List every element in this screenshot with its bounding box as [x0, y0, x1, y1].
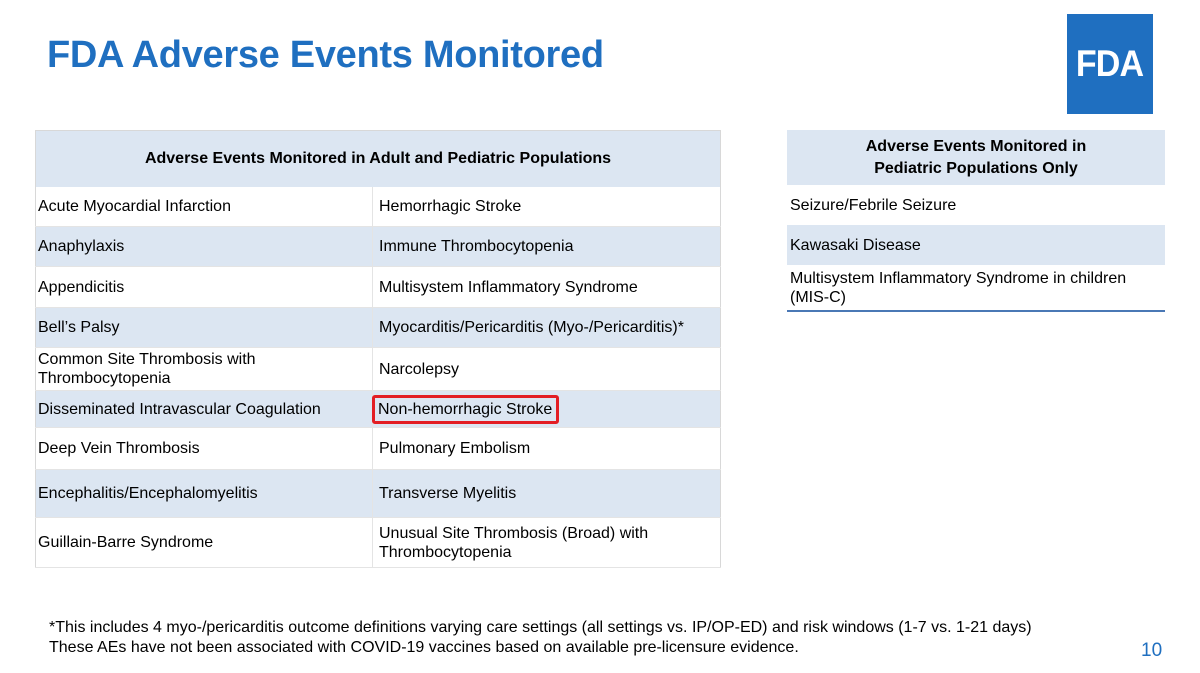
table-cell: Bell’s Palsy — [36, 308, 373, 348]
table-cell: Transverse Myelitis — [373, 470, 721, 518]
table-row — [36, 227, 721, 267]
table-header: Adverse Events Monitored in Pediatric Populations Only — [787, 130, 1165, 185]
fda-logo-text: FDA — [1076, 43, 1144, 84]
pediatric-only-events-table — [787, 130, 1165, 312]
table-cell: Disseminated Intravascular Coagulation — [36, 391, 373, 428]
table-row — [787, 265, 1165, 311]
table-cell: Myocarditis/Pericarditis (Myo-/Pericarditis)* — [373, 308, 721, 348]
table-cell: Guillain-Barre Syndrome — [36, 518, 373, 568]
footnote-line: These AEs have not been associated with COVID-19 vaccines based on available pre-licensure evidence. — [49, 639, 799, 656]
table-row — [36, 348, 721, 391]
fda-logo — [1067, 14, 1153, 114]
highlighted-event-non-hemorrhagic-stroke: Non-hemorrhagic Stroke — [372, 395, 559, 424]
table-row — [787, 185, 1165, 225]
table-cell: Acute Myocardial Infarction — [36, 187, 373, 227]
page-title: FDA Adverse Events Monitored — [47, 34, 604, 76]
table-row — [36, 428, 721, 470]
adult-pediatric-events-table — [35, 130, 721, 568]
table-cell: Narcolepsy — [373, 348, 721, 391]
table-row — [787, 225, 1165, 265]
table-cell: Deep Vein Thrombosis — [36, 428, 373, 470]
footnote — [49, 618, 1032, 658]
page-number: 10 — [1141, 640, 1163, 661]
table-row — [36, 308, 721, 348]
table-cell: Common Site Thrombosis with Thrombocytopenia — [36, 348, 373, 391]
table-cell: Encephalitis/Encephalomyelitis — [36, 470, 373, 518]
table-cell: Hemorrhagic Stroke — [373, 187, 721, 227]
table-cell: Anaphylaxis — [36, 227, 373, 267]
table-row — [36, 391, 721, 428]
table-row — [36, 187, 721, 227]
table-cell: Appendicitis — [36, 267, 373, 308]
table-cell: Multisystem Inflammatory Syndrome in children (MIS-C) — [790, 269, 1127, 306]
table-cell: Multisystem Inflammatory Syndrome — [373, 267, 721, 308]
table-row — [36, 470, 721, 518]
table-cell: Seizure/Febrile Seizure — [790, 196, 957, 214]
footnote-line: *This includes 4 myo-/pericarditis outcome definitions varying care settings (all settings vs. IP/OP-ED) and risk windows (1-7 vs. 1-21 days) — [49, 619, 1032, 636]
table-cell: Immune Thrombocytopenia — [373, 227, 721, 267]
table-cell — [373, 391, 721, 428]
table-cell: Kawasaki Disease — [790, 236, 921, 254]
table-header: Adverse Events Monitored in Adult and Pediatric Populations — [36, 131, 721, 187]
table-row — [36, 267, 721, 308]
table-row — [36, 518, 721, 568]
table-cell: Unusual Site Thrombosis (Broad) with Thrombocytopenia — [373, 518, 721, 568]
table-cell: Pulmonary Embolism — [373, 428, 721, 470]
